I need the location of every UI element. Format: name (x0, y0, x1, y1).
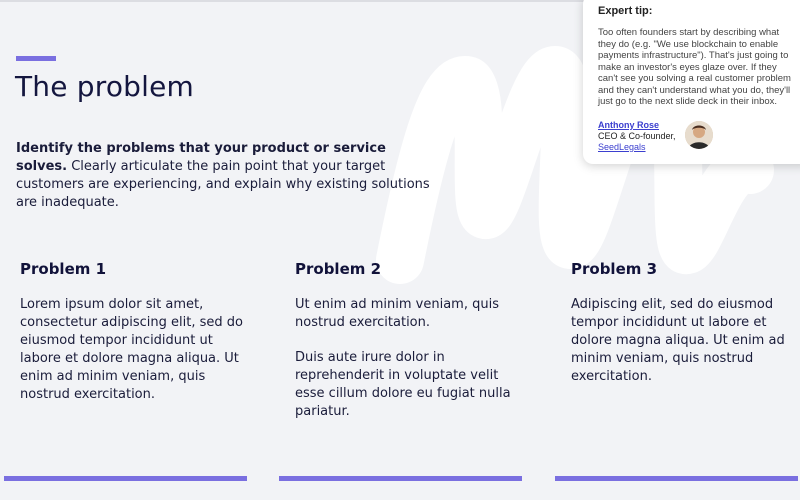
author-company-link[interactable]: SeedLegals (598, 142, 646, 152)
column-underline-1 (4, 476, 247, 481)
problem-text: Adipiscing elit, sed do eiusmod tempor incididunt ut labore et dolore magna aliqua. Ut enim ad minim veniam, quis nostrud exercitation. (571, 297, 785, 384)
problem-column-1 (20, 260, 250, 421)
intro-rest: Clearly articulate the pain point that your target customers are experiencing, and explain why existing solutions are inadequate. (16, 159, 430, 210)
page-title: The problem (15, 70, 195, 103)
person-icon (685, 121, 713, 149)
problem-column-3 (571, 260, 800, 403)
problem-column-2 (295, 260, 525, 438)
problem-heading: Problem 2 (295, 260, 382, 278)
tip-body: Too often founders start by describing what they do (e.g. "We use blockchain to enable payments infrastructure"). That's just going to make an investor's eyes glaze over. If they can't see you solving a real customer problem and they can't understand what you do, they'll just go to the next slide deck in their inbox. (598, 27, 791, 107)
title-accent-bar (16, 56, 56, 61)
problem-text: Ut enim ad minim veniam, quis nostrud exercitation. (295, 297, 499, 330)
intro-lead: Identify the problems that your product or service solves. (16, 141, 386, 174)
author-role: CEO & Co-founder, (598, 131, 676, 141)
tip-author (598, 120, 676, 153)
problem-heading: Problem 1 (20, 260, 107, 278)
tip-heading: Expert tip: (598, 5, 653, 17)
column-underline-2 (279, 476, 522, 481)
problem-text: Lorem ipsum dolor sit amet, consectetur adipiscing elit, sed do eiusmod tempor incididunt ut labore et dolore magna aliqua. Ut enim ad minim veniam, quis nostrud exercitation. (20, 297, 243, 402)
author-avatar (685, 121, 713, 149)
problem-heading: Problem 3 (571, 260, 658, 278)
problem-text: Duis aute irure dolor in reprehenderit in voluptate velit esse cillum dolore eu fugiat nulla pariatur. (295, 350, 511, 419)
intro-text (16, 140, 436, 212)
author-name-link[interactable]: Anthony Rose (598, 120, 660, 130)
column-underline-3 (555, 476, 798, 481)
